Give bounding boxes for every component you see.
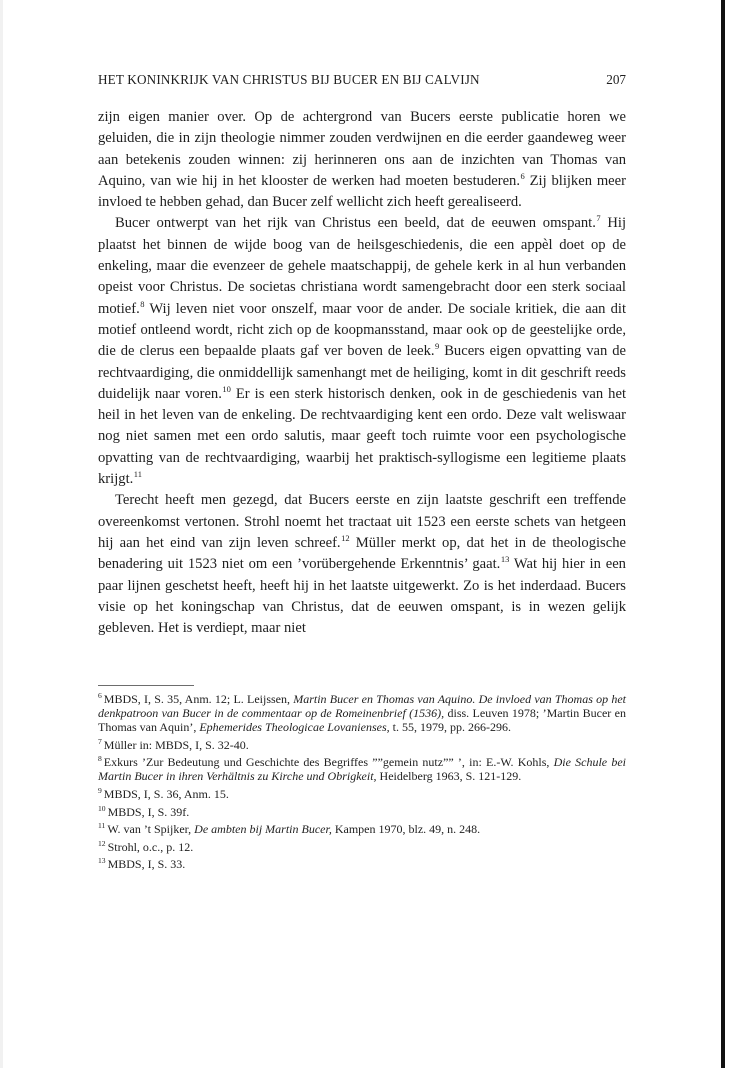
footnote-8: $^8$ Exkurs ’Zur Bedeutung und Geschichte des Begriffes ””gemein nutz”” ’, in: E.-W. Kohls, Die Schule bei Martin Bucer in ihren Verhältnis zu Kirche und Obrigkeit, Heidelberg 1963, S. 121-129. [98, 754, 626, 784]
footnote-divider [98, 685, 194, 686]
footnote-6: $^6$ MBDS, I, S. 35, Anm. 12; L. Leijssen, Martin Bucer en Thomas van Aquino. De invloed van Thomas op het denkpatroon van Bucer in de commentaar op de Romeinenbrief (1536), diss. Leuven 1978; ’Martin Bucer en Thomas van Aquin’, Ephemerides Theologicae Lovanienses, t. 55, 1979, pp. 266-296. [98, 691, 626, 735]
footnote-ref-6: 6 [520, 170, 525, 181]
main-text [98, 107, 626, 639]
footnote-ref-9: 9 [435, 341, 440, 352]
footnote-7: $^7$ Müller in: MBDS, I, S. 32-40. [98, 736, 249, 752]
footnote-12: $^{12}$ Strohl, o.c., p. 12. [98, 838, 194, 854]
footnote-ref-10: 10 [222, 383, 231, 394]
footnote-10: $^{10}$ MBDS, I, S. 39f. [98, 803, 190, 819]
footnote-ref-11: 11 [133, 469, 142, 480]
scan-right-edge [721, 0, 725, 1068]
footnotes [98, 692, 626, 875]
footnote-ref-12: 12 [341, 532, 350, 543]
footnote-11: $^{11}$ W. van ’t Spijker, De ambten bij Martin Bucer, Kampen 1970, blz. 49, n. 248. [98, 821, 481, 837]
footnote-ref-8: 8 [140, 298, 145, 309]
footnote-ref-7: 7 [596, 213, 601, 224]
footnote-13: $^{13}$ MBDS, I, S. 33. [98, 856, 186, 872]
running-title: HET KONINKRIJK VAN CHRISTUS BIJ BUCER EN BIJ CALVIJN [98, 72, 480, 87]
paragraph-1: zijn eigen manier over. Op de achtergrond van Bucers eerste publicatie horen we geluiden, die in zijn theologie nimmer zouden verdwijnen en die eerder gaandeweg weer aan betekenis zouden winnen: zij herinneren ons aan de inzichten van Thomas van Aquino, van wie hij in het klooster de werken had moeten bestuderen.$^6$ Zij blijken meer invloed te hebben gehad, dan Bucer zelf wellicht zich heeft gerealiseerd. [98, 109, 627, 211]
page-number: 207 [606, 72, 626, 87]
footnote-9: $^9$ MBDS, I, S. 36, Anm. 15. [98, 786, 229, 802]
scan-left-edge [0, 0, 3, 1068]
footnote-ref-13: 13 [500, 554, 510, 565]
paragraph-2: Bucer ontwerpt van het rijk van Christus een beeld, dat de eeuwen omspant.$^7$ Hij plaatst het binnen de wijde boog van de heilsgeschiedenis, die een appèl doet op de enkeling, maar die evenzeer de gehele maatschappij, de gehele kerk in al hun verbanden opeist voor Christus. De societas christiana wordt samengebracht door een sterk sociaal motief.$^8$ Wij leven niet voor onszelf, maar voor de ander. De sociale kritiek, die aan dit motief ontleend wordt, richt zich op de koopmansstand, maar ook op de geestelijke orde, die de clerus een bepaalde plaats gaf ver boven de leek.$^9$ Bucers eigen opvatting van de rechtvaardiging, die onmiddellijk samenhangt met de heiliging, komt in dit geschrift reeds duidelijk naar voren.$^{10}$ Er is een sterk historisch denken, ook in de geschiedenis van het heil in het leven van de enkeling. De rechtvaardiging kent een ordo. Deze valt weliswaar nog niet samen met een ordo salutis, maar geeft toch ruimte voor een psychologische opvatting van de rechtvaardiging, waarbij het praktisch-syllogisme een legitieme plaats krijgt.$^{11}$ [98, 213, 626, 488]
paragraph-3: Terecht heeft men gezegd, dat Bucers eerste en zijn laatste geschrift een treffende overeenkomst vertonen. Strohl noemt het tractaat uit 1523 een eerste schets van hetgeen hij aan het eind van zijn leven schreef.$^{12}$ Müller merkt op, dat het in de theologische benadering uit 1523 niet om een ’vorübergehende Erkenntnis’ gaat.$^{13}$ Wat hij hier in een paar lijnen geschetst heeft, heeft hij in het laatste uitgewerkt. Zo is het inderdaad. Bucers visie op het koningschap van Christus, dat de eeuwen omspant, is in wezen gelijk gebleven. Het is verdiept, maar niet [98, 492, 626, 637]
